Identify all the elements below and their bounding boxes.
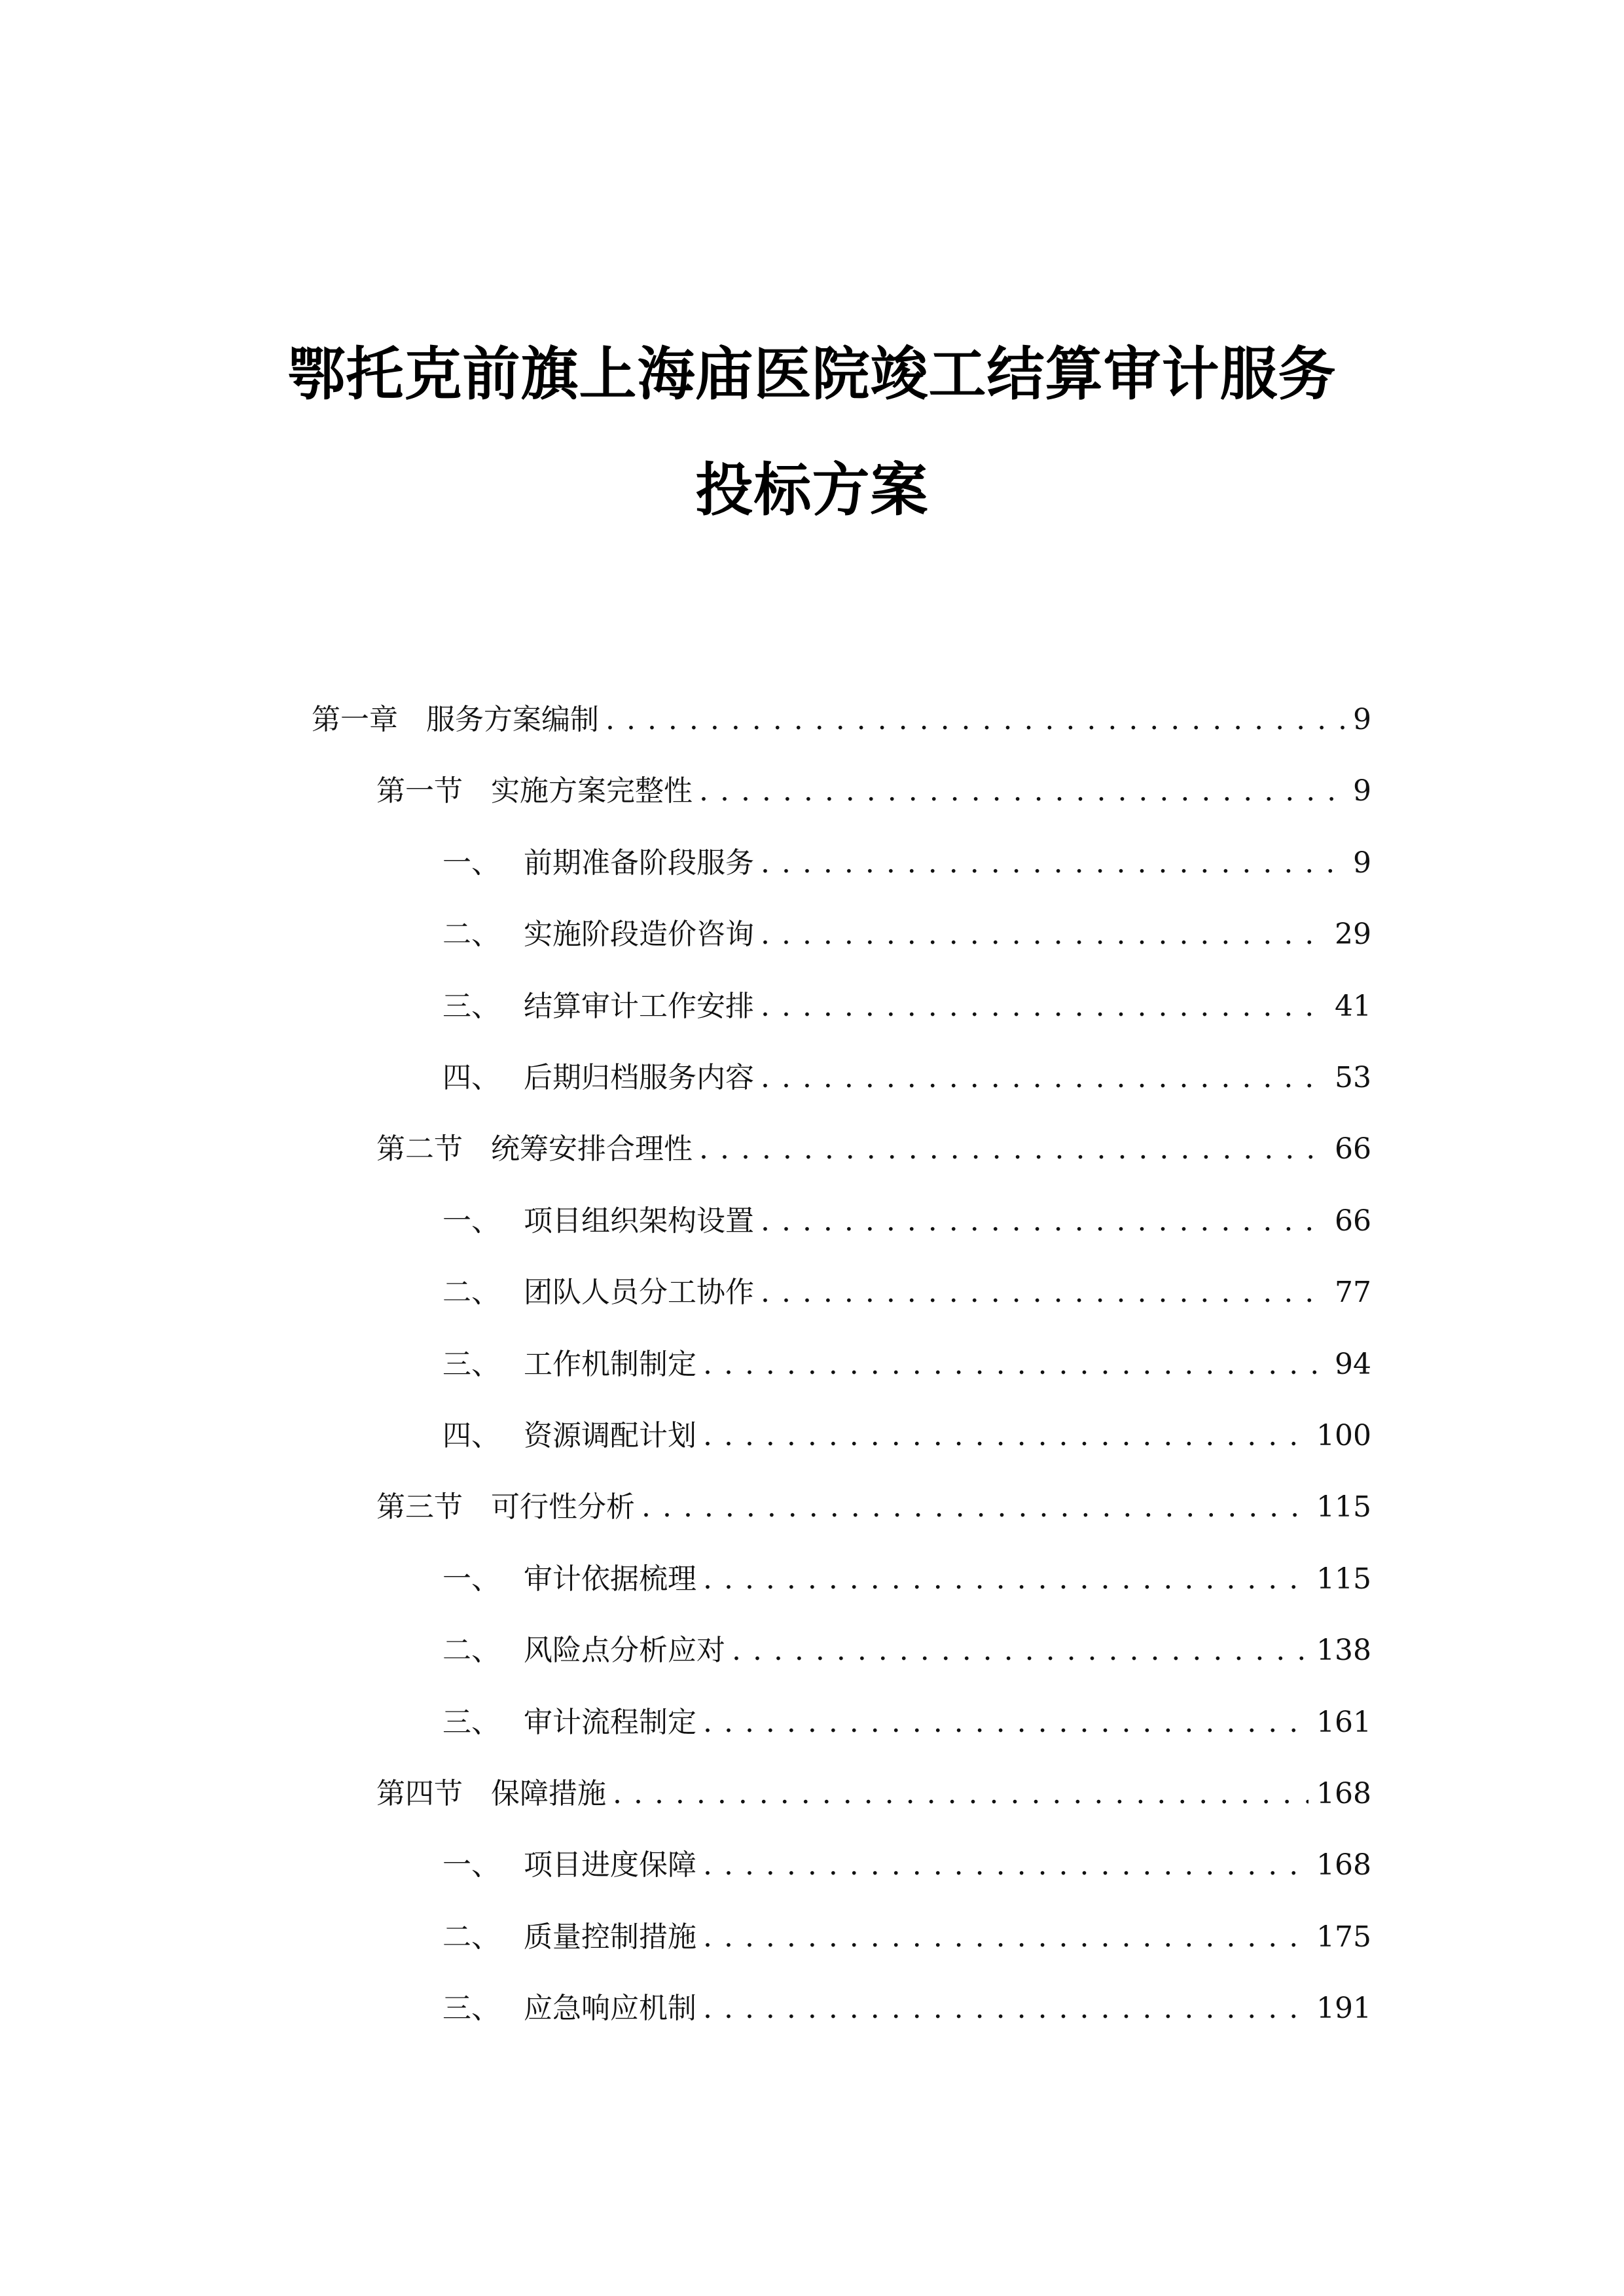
toc-dot-leader bbox=[703, 1989, 1308, 2028]
toc-page-number: 41 bbox=[1335, 990, 1371, 1023]
toc-entry[interactable] bbox=[376, 1130, 1371, 1169]
toc-entry-title: 服务方案编制 bbox=[426, 703, 599, 736]
toc-entry-label bbox=[442, 1989, 703, 2028]
toc-entry-title: 保障措施 bbox=[491, 1777, 606, 1810]
toc-page-number: 138 bbox=[1316, 1634, 1371, 1667]
toc-entry-label bbox=[376, 1488, 641, 1527]
toc-entry-title: 审计依据梳理 bbox=[524, 1562, 696, 1596]
toc-page-number: 94 bbox=[1335, 1348, 1371, 1381]
toc-dot-leader bbox=[761, 1273, 1327, 1312]
toc-entry-number: 三、 bbox=[442, 1992, 500, 2025]
toc-dot-leader bbox=[703, 1416, 1308, 1456]
toc-page-number: 9 bbox=[1353, 774, 1371, 808]
toc-entry-title: 质量控制措施 bbox=[524, 1920, 696, 1954]
toc-entry[interactable] bbox=[442, 1846, 1371, 1885]
toc-entry-label bbox=[442, 915, 761, 954]
toc-page-number: 66 bbox=[1335, 1204, 1371, 1238]
toc-entry[interactable] bbox=[442, 844, 1371, 883]
toc-entry-number: 第二节 bbox=[376, 1132, 463, 1166]
toc-entry[interactable] bbox=[442, 1631, 1371, 1670]
toc-entry-label bbox=[376, 1130, 699, 1169]
toc-entry-number: 四、 bbox=[442, 1419, 500, 1452]
toc-entry-label bbox=[376, 772, 699, 811]
toc-entry[interactable] bbox=[442, 1560, 1371, 1599]
toc-entry-number: 二、 bbox=[442, 918, 500, 951]
toc-entry-label bbox=[442, 1631, 732, 1670]
toc-dot-leader bbox=[641, 1488, 1308, 1527]
toc-entry[interactable] bbox=[442, 1345, 1371, 1384]
toc-entry-number: 第一节 bbox=[376, 774, 463, 808]
toc-dot-leader bbox=[703, 1846, 1308, 1885]
toc-dot-leader bbox=[605, 700, 1345, 740]
toc-entry-number: 四、 bbox=[442, 1061, 500, 1094]
toc-entry-number: 一、 bbox=[442, 1204, 500, 1238]
toc-entry[interactable] bbox=[442, 915, 1371, 954]
toc-entry[interactable] bbox=[312, 700, 1371, 740]
toc-entry-title: 工作机制制定 bbox=[524, 1348, 696, 1381]
toc-entry-number: 三、 bbox=[442, 990, 500, 1023]
toc-dot-leader bbox=[703, 1345, 1327, 1384]
toc-entry-label bbox=[376, 1774, 613, 1814]
toc-entry[interactable] bbox=[376, 1488, 1371, 1527]
toc-entry-number: 一、 bbox=[442, 1848, 500, 1882]
toc-entry-title: 应急响应机制 bbox=[524, 1992, 696, 2025]
toc-entry-label bbox=[442, 1560, 703, 1599]
toc-page-number: 168 bbox=[1316, 1848, 1371, 1882]
toc-entry-label bbox=[442, 1273, 761, 1312]
toc-page-number: 9 bbox=[1353, 846, 1371, 880]
toc-page-number: 161 bbox=[1316, 1706, 1371, 1739]
toc-page-number: 115 bbox=[1316, 1490, 1371, 1524]
toc-entry[interactable] bbox=[442, 1273, 1371, 1312]
toc-entry-title: 实施方案完整性 bbox=[491, 774, 693, 808]
toc-dot-leader bbox=[699, 1130, 1327, 1169]
toc-page-number: 100 bbox=[1316, 1419, 1371, 1452]
toc-entry-title: 项目组织架构设置 bbox=[524, 1204, 754, 1238]
toc-entry-title: 统筹安排合理性 bbox=[491, 1132, 693, 1166]
toc-entry-number: 第一章 bbox=[312, 703, 398, 736]
toc-entry[interactable] bbox=[442, 1703, 1371, 1742]
toc-entry[interactable] bbox=[442, 1989, 1371, 2028]
toc-entry-title: 实施阶段造价咨询 bbox=[524, 918, 754, 951]
toc-entry[interactable] bbox=[376, 772, 1371, 811]
document-title-line-2: 投标方案 bbox=[695, 456, 929, 524]
toc-entry-label bbox=[442, 844, 761, 883]
toc-dot-leader bbox=[761, 987, 1327, 1026]
toc-entry-title: 审计流程制定 bbox=[524, 1706, 696, 1739]
toc-dot-leader bbox=[761, 1202, 1327, 1241]
toc-entry[interactable] bbox=[442, 1202, 1371, 1241]
toc-entry[interactable] bbox=[442, 1416, 1371, 1456]
toc-entry-title: 风险点分析应对 bbox=[524, 1634, 725, 1667]
toc-entry-number: 第三节 bbox=[376, 1490, 463, 1524]
toc-entry-number: 第四节 bbox=[376, 1777, 463, 1810]
toc-page-number: 29 bbox=[1335, 918, 1371, 951]
toc-page-number: 175 bbox=[1316, 1920, 1371, 1954]
toc-page-number: 115 bbox=[1316, 1562, 1371, 1596]
toc-entry-label bbox=[312, 700, 605, 740]
toc-entry-number: 一、 bbox=[442, 1562, 500, 1596]
toc-page-number: 9 bbox=[1353, 703, 1371, 736]
toc-entry[interactable] bbox=[376, 1774, 1371, 1814]
toc-entry-title: 团队人员分工协作 bbox=[524, 1276, 754, 1309]
toc-page-number: 53 bbox=[1335, 1061, 1371, 1094]
toc-page-number: 66 bbox=[1335, 1132, 1371, 1166]
toc-entry[interactable] bbox=[442, 1058, 1371, 1098]
toc-page-number: 191 bbox=[1316, 1992, 1371, 2025]
toc-page-number: 168 bbox=[1316, 1777, 1371, 1810]
toc-dot-leader bbox=[732, 1631, 1308, 1670]
toc-dot-leader bbox=[703, 1703, 1308, 1742]
toc-entry-title: 可行性分析 bbox=[491, 1490, 635, 1524]
toc-page-number: 77 bbox=[1335, 1276, 1371, 1309]
toc-entry-label bbox=[442, 1918, 703, 1957]
toc-dot-leader bbox=[699, 772, 1345, 811]
toc-entry-label bbox=[442, 1345, 703, 1384]
toc-dot-leader bbox=[761, 844, 1345, 883]
toc-dot-leader bbox=[703, 1918, 1308, 1957]
toc-dot-leader bbox=[761, 1058, 1327, 1098]
toc-entry-number: 二、 bbox=[442, 1920, 500, 1954]
toc-dot-leader bbox=[703, 1560, 1308, 1599]
toc-entry-title: 后期归档服务内容 bbox=[524, 1061, 754, 1094]
toc-entry[interactable] bbox=[442, 1918, 1371, 1957]
toc-entry-number: 三、 bbox=[442, 1348, 500, 1381]
toc-entry-title: 资源调配计划 bbox=[524, 1419, 696, 1452]
toc-entry-label bbox=[442, 1416, 703, 1456]
toc-entry-title: 结算审计工作安排 bbox=[524, 990, 754, 1023]
toc-entry-title: 项目进度保障 bbox=[524, 1848, 696, 1882]
toc-entry-label bbox=[442, 1703, 703, 1742]
toc-entry-title: 前期准备阶段服务 bbox=[524, 846, 754, 880]
toc-dot-leader bbox=[761, 915, 1327, 954]
toc-entry-number: 一、 bbox=[442, 846, 500, 880]
toc-dot-leader bbox=[613, 1774, 1308, 1814]
toc-entry-number: 三、 bbox=[442, 1706, 500, 1739]
toc-entry-label bbox=[442, 1058, 761, 1098]
toc-entry-number: 二、 bbox=[442, 1634, 500, 1667]
toc-entry-number: 二、 bbox=[442, 1276, 500, 1309]
toc-entry-label bbox=[442, 1202, 761, 1241]
toc-entry-label bbox=[442, 987, 761, 1026]
toc-entry-label bbox=[442, 1846, 703, 1885]
document-title-line-1: 鄂托克前旗上海庙医院竣工结算审计服务 bbox=[287, 340, 1337, 408]
toc-entry[interactable] bbox=[442, 987, 1371, 1026]
